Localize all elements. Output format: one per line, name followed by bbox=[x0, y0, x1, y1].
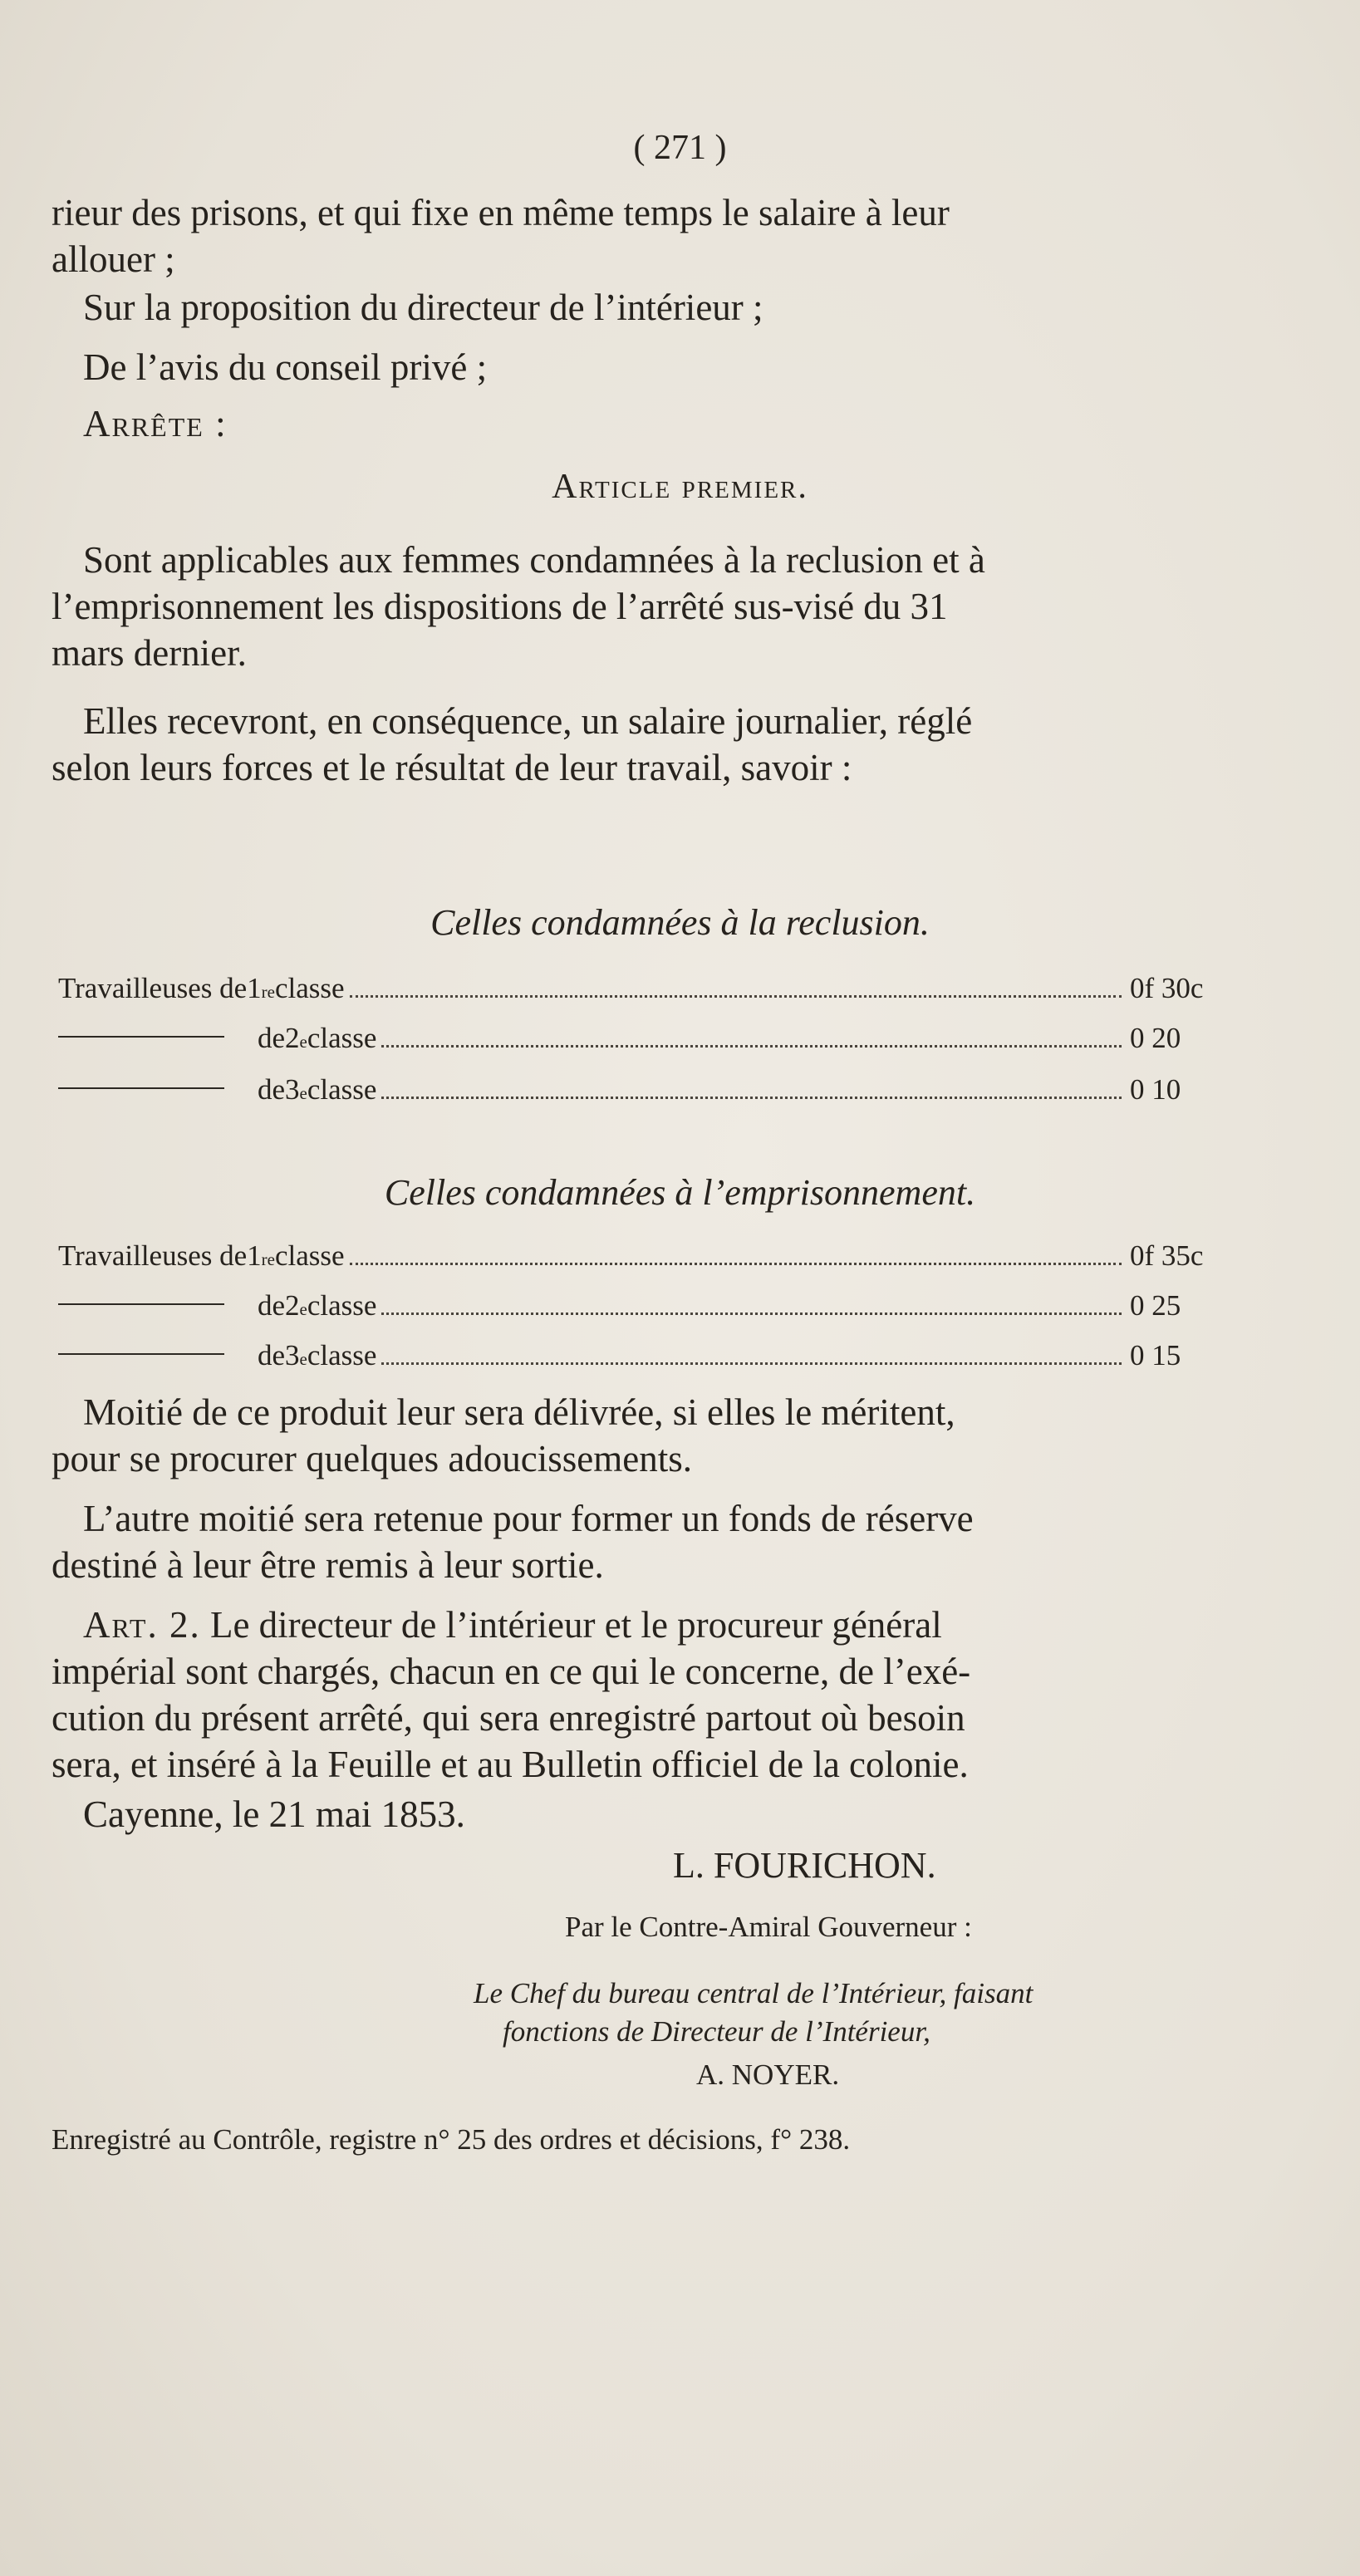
paragraph-article-2 bbox=[52, 1602, 1264, 1788]
row-prefix: de bbox=[258, 1022, 286, 1054]
line: Le directeur de l’intérieur et le procureur général bbox=[200, 1604, 942, 1646]
dot-leader bbox=[381, 1045, 1122, 1048]
line: mars dernier. bbox=[52, 632, 247, 674]
line: cution du présent arrêté, qui sera enregistré partout où besoin bbox=[52, 1697, 965, 1739]
row-label: classe bbox=[274, 1239, 345, 1272]
row-label: classe bbox=[307, 1289, 377, 1322]
paragraph-6 bbox=[52, 698, 1264, 791]
article-2-label: Art. 2. bbox=[83, 1604, 201, 1646]
line: Sont applicables aux femmes condamnées à la reclusion et à bbox=[83, 539, 985, 581]
line: selon leurs forces et le résultat de leur travail, savoir : bbox=[52, 747, 852, 788]
paragraph-1 bbox=[52, 189, 1264, 282]
row-amount: 0 20 bbox=[1130, 1022, 1181, 1054]
dot-leader bbox=[381, 1097, 1122, 1099]
table-row: de 3 e classe 0 10 bbox=[58, 1072, 1221, 1108]
dot-leader bbox=[381, 1362, 1122, 1365]
line: L’autre moitié sera retenue pour former un fonds de réserve bbox=[83, 1498, 974, 1539]
paragraph-2: Sur la proposition du directeur de l’intérieur ; bbox=[83, 287, 763, 328]
table-row: Travailleuses de 1 re classe 0f 30c bbox=[58, 970, 1221, 1007]
chef-line-2: fonctions de Directeur de l’Intérieur, bbox=[503, 2015, 930, 2048]
paragraph-5 bbox=[52, 537, 1264, 676]
chef-line-1: Le Chef du bureau central de l’Intérieur, faisant bbox=[474, 1977, 1034, 2009]
row-amount: 0 25 bbox=[1130, 1289, 1181, 1322]
row-ordinal: 1 bbox=[247, 972, 262, 1004]
page-number: ( 271 ) bbox=[633, 129, 727, 167]
line: rieur des prisons, et qui fixe en même temps le salaire à leur bbox=[52, 192, 950, 233]
row-prefix: de bbox=[258, 1073, 286, 1106]
dot-leader bbox=[350, 995, 1122, 998]
paragraph-7 bbox=[52, 1389, 1264, 1482]
ditto-dash bbox=[58, 1353, 224, 1355]
row-amount: 0f 35c bbox=[1130, 1239, 1204, 1272]
row-prefix: de bbox=[258, 1289, 286, 1322]
table-row: de 3 e classe 0 15 bbox=[58, 1337, 1221, 1374]
row-amount: 0 15 bbox=[1130, 1339, 1181, 1371]
row-ordinal: 2 bbox=[285, 1289, 300, 1322]
table-row: Travailleuses de 1 re classe 0f 35c bbox=[58, 1238, 1221, 1274]
row-ordinal: 3 bbox=[285, 1073, 300, 1106]
table-reclusion-heading: Celles condamnées à la reclusion. bbox=[430, 902, 930, 943]
governor-signature: L. FOURICHON. bbox=[673, 1845, 936, 1886]
ditto-dash bbox=[58, 1087, 224, 1089]
line: destiné à leur être remis à leur sortie. bbox=[52, 1544, 604, 1586]
row-label: classe bbox=[274, 972, 345, 1004]
paragraph-8 bbox=[52, 1495, 1264, 1588]
ditto-dash bbox=[58, 1303, 224, 1305]
row-ordinal: 2 bbox=[285, 1022, 300, 1054]
row-prefix: Travailleuses de bbox=[58, 972, 248, 1004]
paragraph-3: De l’avis du conseil privé ; bbox=[83, 346, 488, 388]
line: l’emprisonnement les dispositions de l’arrêté sus-visé du 31 bbox=[52, 586, 948, 627]
row-label: classe bbox=[307, 1073, 377, 1106]
line: Elles recevront, en conséquence, un salaire journalier, réglé bbox=[83, 700, 973, 742]
line: impérial sont chargés, chacun en ce qui le concerne, de l’exé- bbox=[52, 1651, 971, 1692]
table-emprisonnement-heading: Celles condamnées à l’emprisonnement. bbox=[384, 1172, 976, 1213]
ditto-dash bbox=[58, 1036, 224, 1038]
row-label: classe bbox=[307, 1022, 377, 1054]
row-label: classe bbox=[307, 1339, 377, 1371]
row-ordinal: 3 bbox=[285, 1339, 300, 1371]
par-le-line: Par le Contre-Amiral Gouverneur : bbox=[565, 1911, 972, 1943]
line: allouer ; bbox=[52, 238, 175, 280]
date-line: Cayenne, le 21 mai 1853. bbox=[83, 1793, 465, 1835]
dot-leader bbox=[381, 1313, 1122, 1315]
row-amount: 0f 30c bbox=[1130, 972, 1204, 1004]
article-1-heading: Article premier. bbox=[552, 468, 808, 506]
row-ordinal: 1 bbox=[247, 1239, 262, 1272]
noyer-signature: A. NOYER. bbox=[696, 2058, 840, 2091]
arrete-heading: Arrête : bbox=[83, 403, 228, 444]
row-amount: 0 10 bbox=[1130, 1073, 1181, 1106]
dot-leader bbox=[350, 1263, 1122, 1265]
row-prefix: de bbox=[258, 1339, 286, 1371]
registration-line: Enregistré au Contrôle, registre n° 25 des ordres et décisions, f° 238. bbox=[52, 2123, 851, 2156]
line: pour se procurer quelques adoucissements. bbox=[52, 1438, 693, 1479]
table-row: de 2 e classe 0 25 bbox=[58, 1288, 1221, 1324]
line: sera, et inséré à la Feuille et au Bulletin officiel de la colonie. bbox=[52, 1744, 969, 1785]
table-row: de 2 e classe 0 20 bbox=[58, 1020, 1221, 1057]
row-prefix: Travailleuses de bbox=[58, 1239, 248, 1272]
line: Moitié de ce produit leur sera délivrée, si elles le méritent, bbox=[83, 1391, 955, 1433]
